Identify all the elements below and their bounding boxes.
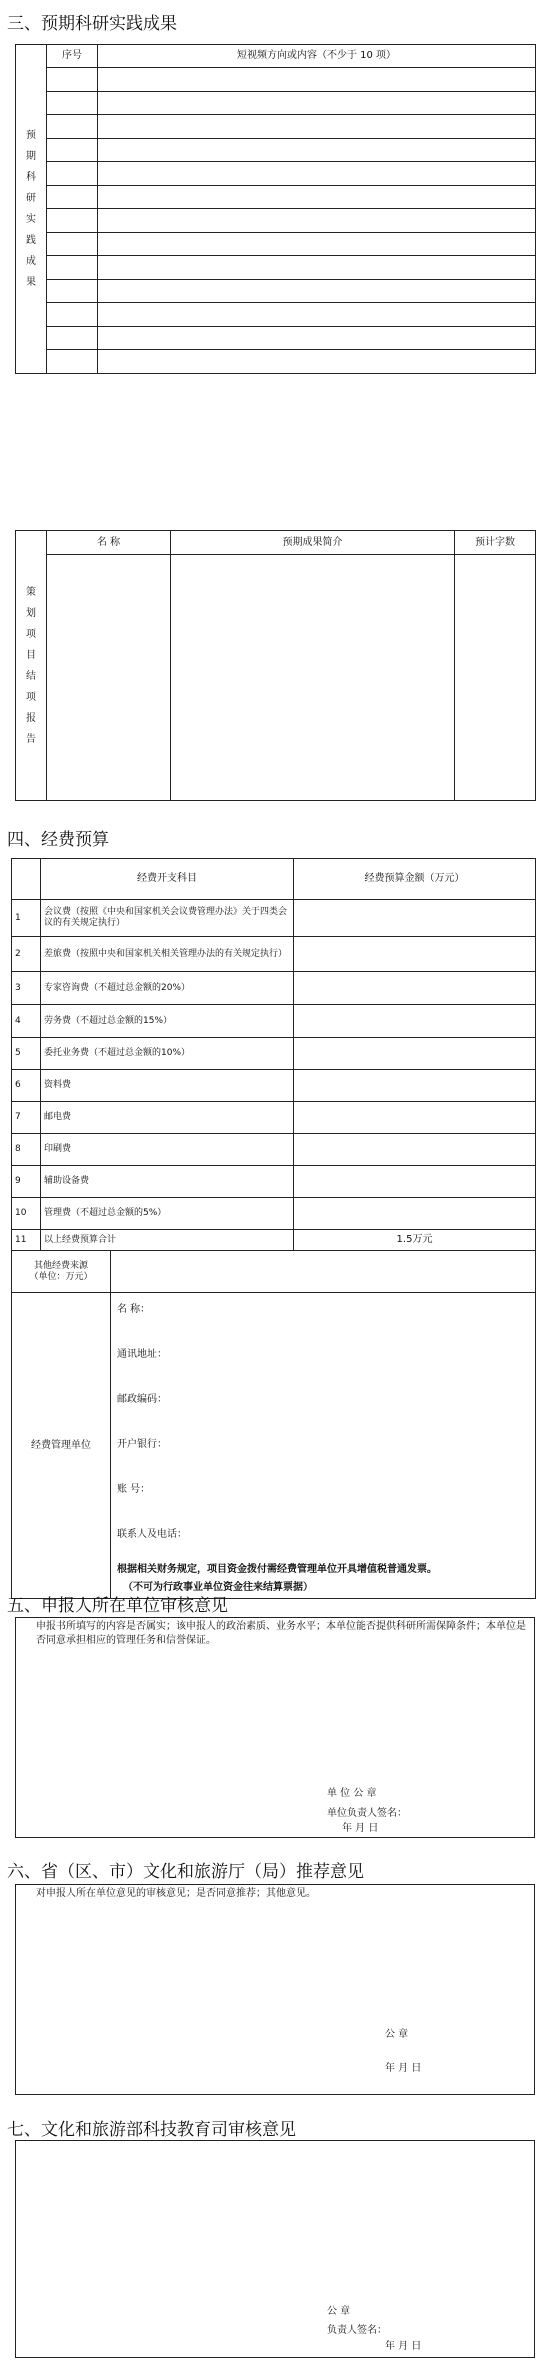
row-item: 会议费（按照《中央和国家机关会议费管理办法》关于四类会议的有关规定执行） — [41, 900, 294, 937]
row-no: 10 — [12, 1198, 41, 1230]
province-review-box[interactable] — [15, 1884, 535, 2095]
corner-cell — [12, 859, 41, 900]
budget-row — [12, 1166, 536, 1198]
cell-content[interactable] — [98, 209, 536, 233]
row-no: 1 — [12, 900, 41, 937]
cell-no[interactable] — [47, 209, 98, 233]
table-row — [16, 209, 536, 233]
col-header-no: 序号 — [47, 45, 98, 68]
mgmt-field-name[interactable]: 名 称： — [117, 1304, 151, 1315]
row-amount[interactable] — [294, 1198, 536, 1230]
cell-no[interactable] — [47, 280, 98, 303]
row-amount[interactable] — [294, 1005, 536, 1038]
province-date: 年 月 日 — [385, 2063, 422, 2074]
section-4-title: 四、经费预算 — [7, 830, 109, 850]
row-amount[interactable] — [294, 1070, 536, 1102]
table-row — [16, 92, 536, 115]
row-no: 3 — [12, 972, 41, 1005]
row-amount[interactable] — [294, 972, 536, 1005]
outcomes-table — [15, 44, 536, 374]
report-table — [15, 530, 536, 801]
outcomes-side-label — [16, 45, 47, 374]
cell-no[interactable] — [47, 303, 98, 327]
unit-date: 年 月 日 — [342, 1823, 379, 1834]
row-no: 4 — [12, 1005, 41, 1038]
col-header-intro: 预期成果简介 — [171, 531, 455, 555]
cell-content[interactable] — [98, 162, 536, 186]
budget-row-total — [12, 1230, 536, 1251]
mgmt-field-account[interactable]: 账 号： — [117, 1484, 151, 1495]
unit-seal: 单 位 公 章 — [327, 1788, 377, 1799]
unit-review-box[interactable] — [15, 1617, 535, 1838]
cell-no[interactable] — [47, 186, 98, 209]
ministry-review-box[interactable] — [15, 2140, 535, 2358]
section-5-title: 五、申报人所在单位审核意见 — [7, 1596, 228, 1616]
other-source-row — [12, 1251, 536, 1293]
budget-row — [12, 900, 536, 937]
row-no: 8 — [12, 1134, 41, 1166]
mgmt-unit-info — [111, 1293, 536, 1599]
total-amount[interactable]: 1.5万元 — [294, 1230, 536, 1251]
cell-content[interactable] — [98, 256, 536, 280]
row-amount[interactable] — [294, 937, 536, 972]
row-item: 差旅费（按照中央和国家机关相关管理办法的有关规定执行） — [41, 937, 294, 972]
budget-row — [12, 1102, 536, 1134]
row-item: 劳务费（不超过总金额的15%） — [41, 1005, 294, 1038]
budget-row — [12, 1070, 536, 1102]
row-item: 资料费 — [41, 1070, 294, 1102]
budget-row — [12, 1038, 536, 1070]
report-side-label-text: 策 划 项 目 结 项 报 告 — [26, 586, 36, 745]
report-name-cell[interactable] — [47, 555, 171, 801]
cell-content[interactable] — [98, 350, 536, 374]
cell-no[interactable] — [47, 162, 98, 186]
report-side-label — [16, 531, 47, 801]
table-row — [16, 303, 536, 327]
cell-content[interactable] — [98, 327, 536, 350]
unit-signer: 单位负责人签名： — [327, 1808, 407, 1819]
row-no: 2 — [12, 937, 41, 972]
other-source-value[interactable] — [111, 1251, 536, 1293]
row-item: 委托业务费（不超过总金额的10%） — [41, 1038, 294, 1070]
table-row — [16, 115, 536, 139]
col-header-content: 短视频方向或内容（不少于 10 项） — [98, 45, 536, 68]
mgmt-field-bank[interactable]: 开户银行： — [117, 1439, 167, 1450]
row-amount[interactable] — [294, 1134, 536, 1166]
ministry-seal: 公 章 — [327, 2306, 351, 2317]
report-intro-cell[interactable] — [171, 555, 455, 801]
table-row — [16, 162, 536, 186]
row-no: 5 — [12, 1038, 41, 1070]
row-no: 9 — [12, 1166, 41, 1198]
row-item: 以上经费预算合计 — [41, 1230, 294, 1251]
cell-content[interactable] — [98, 280, 536, 303]
table-row — [16, 233, 536, 256]
cell-no[interactable] — [47, 256, 98, 280]
ministry-date: 年 月 日 — [385, 2341, 422, 2352]
ministry-signer: 负责人签名： — [327, 2325, 387, 2336]
unit-review-instructions: 申报书所填写的内容是否属实；该申报人的政治素质、业务水平；本单位能否提供科研所需保障条件；本单位是否同意承担相应的管理任务和信誉保证。 — [36, 1621, 526, 1646]
budget-table — [11, 858, 536, 1599]
row-amount[interactable] — [294, 1038, 536, 1070]
table-row — [16, 350, 536, 374]
cell-no[interactable] — [47, 139, 98, 162]
budget-row — [12, 1198, 536, 1230]
cell-content[interactable] — [98, 115, 536, 139]
table-row — [16, 139, 536, 162]
outcomes-side-label-text: 预 期 科 研 实 践 成 果 — [26, 130, 36, 288]
budget-row — [12, 937, 536, 972]
section-3-title: 三、预期科研实践成果 — [7, 14, 177, 34]
cell-no[interactable] — [47, 115, 98, 139]
mgmt-unit-row — [12, 1293, 536, 1599]
cell-content[interactable] — [98, 233, 536, 256]
cell-no[interactable] — [47, 233, 98, 256]
cell-no[interactable] — [47, 327, 98, 350]
section-6-title: 六、省（区、市）文化和旅游厅（局）推荐意见 — [7, 1862, 364, 1882]
col-header-item: 经费开支科目 — [41, 859, 294, 900]
province-review-instructions: 对申报人所在单位意见的审核意见；是否同意推荐；其他意见。 — [36, 1888, 316, 1899]
row-item: 专家咨询费（不超过总金额的20%） — [41, 972, 294, 1005]
budget-row — [12, 1005, 536, 1038]
col-header-words: 预计字数 — [455, 531, 536, 555]
row-item: 邮电费 — [41, 1102, 294, 1134]
row-item: 辅助设备费 — [41, 1166, 294, 1198]
row-no: 7 — [12, 1102, 41, 1134]
other-source-label: 其他经费来源 （单位：万元） — [12, 1251, 111, 1293]
province-seal: 公 章 — [385, 2029, 409, 2040]
row-amount[interactable] — [294, 900, 536, 937]
row-item: 管理费（不超过总金额的5%） — [41, 1198, 294, 1230]
cell-no[interactable] — [47, 92, 98, 115]
row-amount[interactable] — [294, 1102, 536, 1134]
mgmt-field-contact[interactable]: 联系人及电话： — [117, 1529, 187, 1540]
col-header-name: 名 称 — [47, 531, 171, 555]
table-row — [16, 186, 536, 209]
mgmt-unit-label: 经费管理单位 — [12, 1293, 111, 1599]
row-no: 11 — [12, 1230, 41, 1251]
table-row — [16, 327, 536, 350]
table-row — [16, 256, 536, 280]
invoice-note-2: （不可为行政事业单位资金往来结算票据） — [123, 1582, 313, 1593]
row-amount[interactable] — [294, 1166, 536, 1198]
table-row — [16, 68, 536, 92]
cell-no[interactable] — [47, 350, 98, 374]
table-row — [16, 280, 536, 303]
cell-content[interactable] — [98, 68, 536, 92]
mgmt-field-address[interactable]: 通讯地址： — [117, 1349, 167, 1360]
cell-content[interactable] — [98, 92, 536, 115]
cell-content[interactable] — [98, 303, 536, 327]
cell-content[interactable] — [98, 139, 536, 162]
col-header-amount: 经费预算金额（万元） — [294, 859, 536, 900]
mgmt-field-postcode[interactable]: 邮政编码： — [117, 1394, 167, 1405]
section-7-title: 七、文化和旅游部科技教育司审核意见 — [7, 2120, 296, 2140]
cell-content[interactable] — [98, 186, 536, 209]
row-item: 印刷费 — [41, 1134, 294, 1166]
budget-row — [12, 1134, 536, 1166]
budget-row — [12, 972, 536, 1005]
row-no: 6 — [12, 1070, 41, 1102]
invoice-note: 根据相关财务规定，项目资金拨付需经费管理单位开具增值税普通发票。 — [117, 1564, 437, 1575]
cell-no[interactable] — [47, 68, 98, 92]
report-words-cell[interactable] — [455, 555, 536, 801]
